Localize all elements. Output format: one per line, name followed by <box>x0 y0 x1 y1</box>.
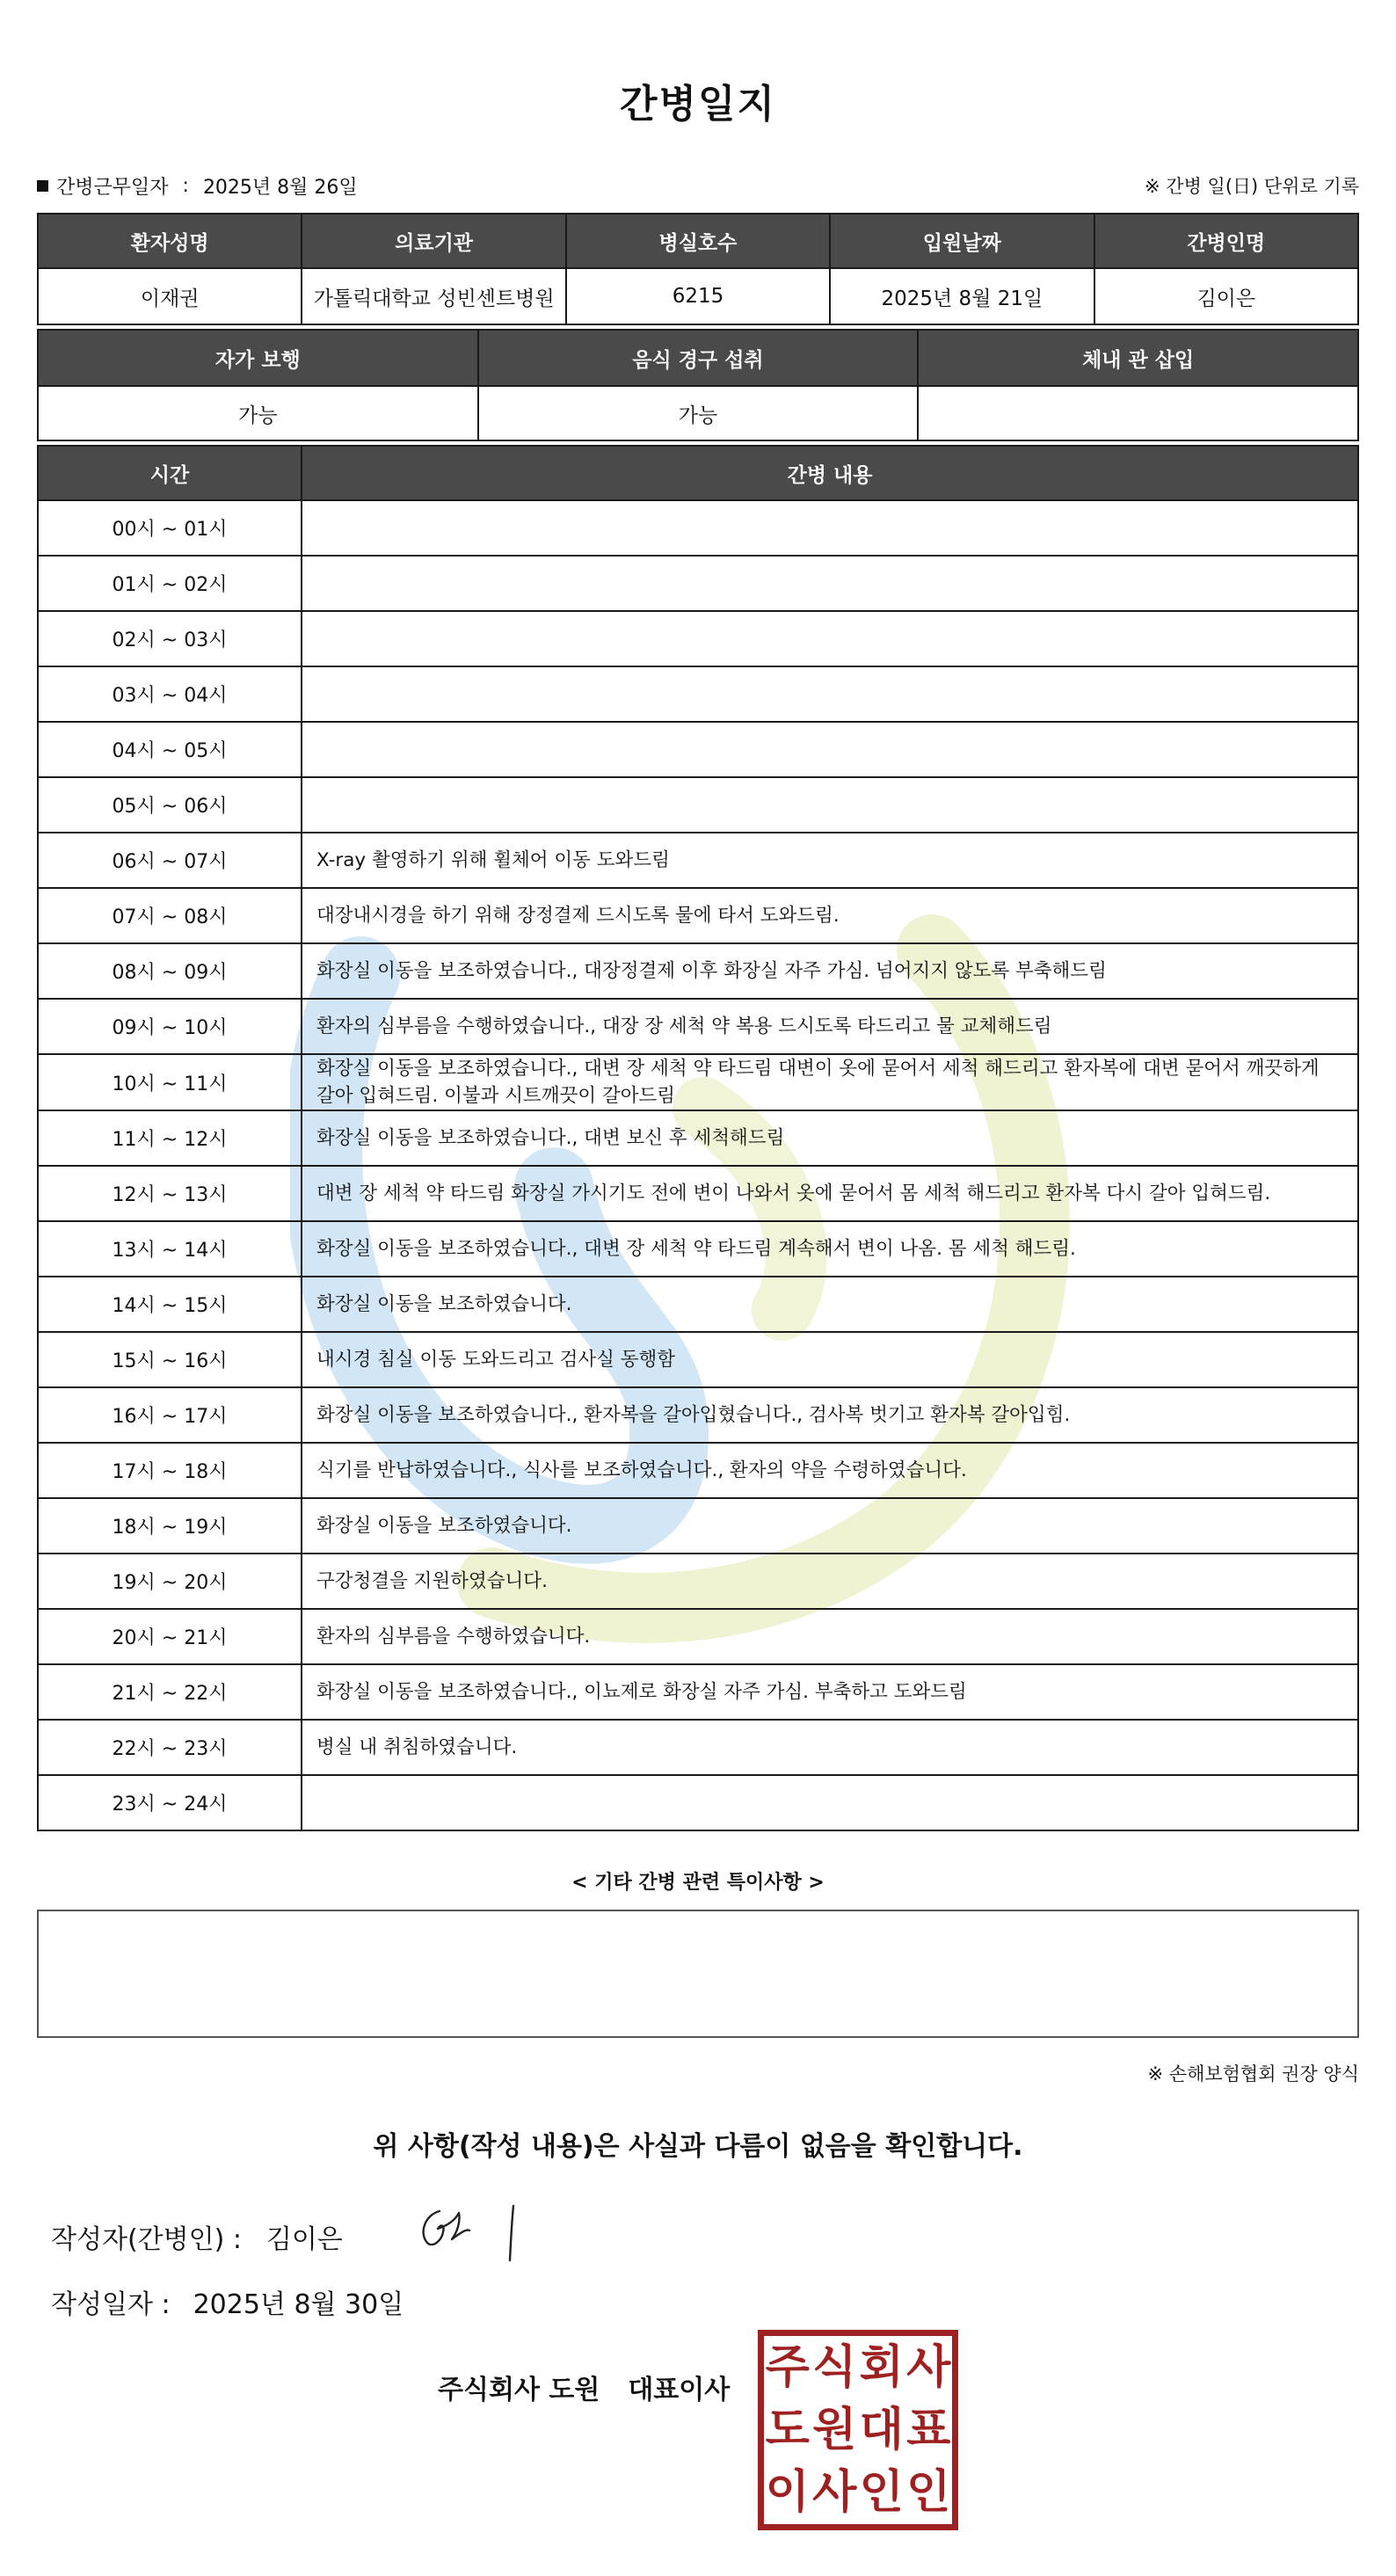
writer-name: 김이은 <box>265 2224 343 2255</box>
header-hospital: 의료기관 <box>302 214 565 268</box>
care-log-row <box>38 556 1358 611</box>
care-log-row <box>38 1166 1358 1221</box>
seal-char: 식 <box>812 2340 857 2394</box>
care-log-row <box>38 833 1358 888</box>
log-time: 22시 ~ 23시 <box>38 1720 302 1775</box>
log-content: 화장실 이동을 보조하였습니다., 대장정결제 이후 화장실 자주 가심. 넘어지지 않도록 부축해드림 <box>302 943 1358 999</box>
log-content: 화장실 이동을 보조하였습니다. <box>302 1277 1358 1332</box>
log-content: 화장실 이동을 보조하였습니다., 대변 장 세척 약 타드림 대변이 옷에 묻어서 세척 해드리고 환자복에 대변 묻어서 깨끗하게 갈아 입혀드림. 이불과 시트깨끗이 갈아드림 <box>302 1054 1358 1110</box>
log-time: 02시 ~ 03시 <box>38 611 302 666</box>
work-date-value: 2025년 8월 26일 <box>202 177 358 199</box>
self-walking-value: 가능 <box>38 386 478 440</box>
log-time: 21시 ~ 22시 <box>38 1664 302 1720</box>
representative-title: 대표이사 <box>628 2375 731 2405</box>
care-log-row <box>38 1609 1358 1664</box>
log-time: 17시 ~ 18시 <box>38 1443 302 1498</box>
seal-char: 사 <box>812 2466 857 2520</box>
care-log-row <box>38 1664 1358 1720</box>
log-content: 화장실 이동을 보조하였습니다., 대변 장 세척 약 타드림 계속해서 변이 나옴. 몸 세척 해드림. <box>302 1221 1358 1277</box>
log-time: 06시 ~ 07시 <box>38 833 302 888</box>
log-content <box>302 777 1358 833</box>
seal-char: 원 <box>812 2403 857 2456</box>
log-content <box>302 1775 1358 1830</box>
write-date-value: 2025년 8월 30일 <box>193 2289 404 2320</box>
log-content <box>302 666 1358 722</box>
log-content: 대변 장 세척 약 타드림 화장실 가시기도 전에 변이 나와서 옷에 묻어서 몸 세척 해드리고 환자복 다시 갈아 입혀드림. <box>302 1166 1358 1221</box>
write-date-row <box>51 2282 404 2321</box>
handwritten-signature <box>406 2194 529 2269</box>
log-content: 환자의 심부름을 수행하였습니다., 대장 장 세척 약 복용 드시도록 타드리고 물 교체해드림 <box>302 999 1358 1054</box>
log-content: 내시경 침실 이동 도와드리고 검사실 동행함 <box>302 1332 1358 1387</box>
log-time: 08시 ~ 09시 <box>38 943 302 999</box>
seal-char: 도 <box>765 2403 810 2456</box>
header-tube-insertion: 체내 관 삽입 <box>918 330 1358 386</box>
log-content: 구강청결을 지원하였습니다. <box>302 1554 1358 1609</box>
seal-char: 인 <box>906 2466 951 2520</box>
care-log-row <box>38 722 1358 777</box>
caregiver-name: 김이은 <box>1094 268 1358 324</box>
log-time: 07시 ~ 08시 <box>38 888 302 943</box>
care-log-row <box>38 777 1358 833</box>
record-unit-note: ※ 간병 일(日) 단위로 기록 <box>1145 176 1359 197</box>
header-room: 병실호수 <box>566 214 830 268</box>
writer-row <box>51 2217 343 2256</box>
hospital-name: 가톨릭대학교 성빈센트병원 <box>302 268 565 324</box>
seal-char: 인 <box>859 2466 904 2520</box>
log-time: 09시 ~ 10시 <box>38 999 302 1054</box>
header-time: 시간 <box>38 446 302 500</box>
confirmation-statement: 위 사항(작성 내용)은 사실과 다름이 없음을 확인합니다. <box>373 2131 1023 2162</box>
writer-label: 작성자(간병인) : <box>51 2224 242 2255</box>
log-time: 16시 ~ 17시 <box>38 1387 302 1443</box>
oral-intake-value: 가능 <box>478 386 919 440</box>
log-content: 화장실 이동을 보조하였습니다., 환자복을 갈아입혔습니다., 검사복 벗기고 환자복 갈아입힘. <box>302 1387 1358 1443</box>
log-content: X-ray 촬영하기 위해 휠체어 이동 도와드림 <box>302 833 1358 888</box>
seal-char: 표 <box>906 2403 951 2456</box>
log-time: 11시 ~ 12시 <box>38 1110 302 1166</box>
work-date-label: 간병근무일자 <box>56 177 169 199</box>
log-time: 01시 ~ 02시 <box>38 556 302 611</box>
care-log-row <box>38 1332 1358 1387</box>
room-number: 6215 <box>566 268 830 324</box>
care-log-row <box>38 999 1358 1054</box>
log-time: 18시 ~ 19시 <box>38 1498 302 1554</box>
care-log-row <box>38 500 1358 556</box>
log-time: 13시 ~ 14시 <box>38 1221 302 1277</box>
care-log-row <box>38 1775 1358 1830</box>
care-log-row <box>38 1277 1358 1332</box>
care-log-row <box>38 1054 1358 1110</box>
care-log-row <box>38 943 1358 999</box>
log-time: 05시 ~ 06시 <box>38 777 302 833</box>
admission-date: 2025년 8월 21일 <box>830 268 1094 324</box>
log-time: 10시 ~ 11시 <box>38 1054 302 1110</box>
care-log-row <box>38 666 1358 722</box>
care-log-row <box>38 888 1358 943</box>
seal-char: 사 <box>906 2340 951 2394</box>
seal-char: 주 <box>765 2340 810 2394</box>
care-log-row <box>38 1554 1358 1609</box>
page-title: 간병일지 <box>619 82 776 127</box>
care-log-row <box>38 1720 1358 1775</box>
care-log-table <box>37 445 1359 1831</box>
care-log-row <box>38 1221 1358 1277</box>
care-log-row <box>38 1387 1358 1443</box>
header-patient-name: 환자성명 <box>38 214 302 268</box>
log-time: 23시 ~ 24시 <box>38 1775 302 1830</box>
log-time: 03시 ~ 04시 <box>38 666 302 722</box>
seal-char: 이 <box>765 2466 810 2520</box>
log-content: 대장내시경을 하기 위해 장정결제 드시도록 물에 타서 도와드림. <box>302 888 1358 943</box>
seal-char: 회 <box>859 2340 904 2394</box>
log-content: 병실 내 취침하였습니다. <box>302 1720 1358 1775</box>
header-care-content: 간병 내용 <box>302 446 1358 500</box>
log-time: 00시 ~ 01시 <box>38 500 302 556</box>
log-content: 식기를 반납하였습니다., 식사를 보조하였습니다., 환자의 약을 수령하였습니다. <box>302 1443 1358 1498</box>
log-content <box>302 556 1358 611</box>
special-notes-title: < 기타 간병 관련 특이사항 > <box>571 1872 825 1894</box>
care-log-row <box>38 1498 1358 1554</box>
header-caregiver-name: 간병인명 <box>1094 214 1358 268</box>
log-content <box>302 611 1358 666</box>
header-admission-date: 입원날짜 <box>830 214 1094 268</box>
bullet-square-icon <box>37 180 48 192</box>
company-row <box>438 2368 730 2406</box>
log-time: 19시 ~ 20시 <box>38 1554 302 1609</box>
seal-char: 대 <box>859 2403 904 2456</box>
company-seal-stamp <box>758 2330 958 2530</box>
log-content: 환자의 심부름을 수행하였습니다. <box>302 1609 1358 1664</box>
write-date-label: 작성일자 : <box>51 2289 171 2320</box>
work-date-separator: : <box>182 175 189 197</box>
log-content <box>302 500 1358 556</box>
care-log-row <box>38 1110 1358 1166</box>
form-source-note: ※ 손해보험협회 권장 양식 <box>1147 2063 1359 2085</box>
care-log-row <box>38 611 1358 666</box>
header-self-walking: 자가 보행 <box>38 330 478 386</box>
log-time: 15시 ~ 16시 <box>38 1332 302 1387</box>
log-content: 화장실 이동을 보조하였습니다., 이뇨제로 화장실 자주 가심. 부축하고 도와드림 <box>302 1664 1358 1720</box>
log-time: 20시 ~ 21시 <box>38 1609 302 1664</box>
work-date-row <box>37 172 358 200</box>
tube-insertion-value <box>918 386 1358 440</box>
patient-name: 이재권 <box>38 268 302 324</box>
patient-info-table <box>37 213 1359 325</box>
log-time: 14시 ~ 15시 <box>38 1277 302 1332</box>
header-oral-intake: 음식 경구 섭취 <box>478 330 919 386</box>
special-notes-box <box>37 1910 1359 2038</box>
company-name: 주식회사 도원 <box>438 2375 600 2405</box>
log-time: 12시 ~ 13시 <box>38 1166 302 1221</box>
care-log-row <box>38 1443 1358 1498</box>
log-content: 화장실 이동을 보조하였습니다., 대변 보신 후 세척해드림 <box>302 1110 1358 1166</box>
log-time: 04시 ~ 05시 <box>38 722 302 777</box>
log-content <box>302 722 1358 777</box>
log-content: 화장실 이동을 보조하였습니다. <box>302 1498 1358 1554</box>
patient-status-table <box>37 329 1359 441</box>
